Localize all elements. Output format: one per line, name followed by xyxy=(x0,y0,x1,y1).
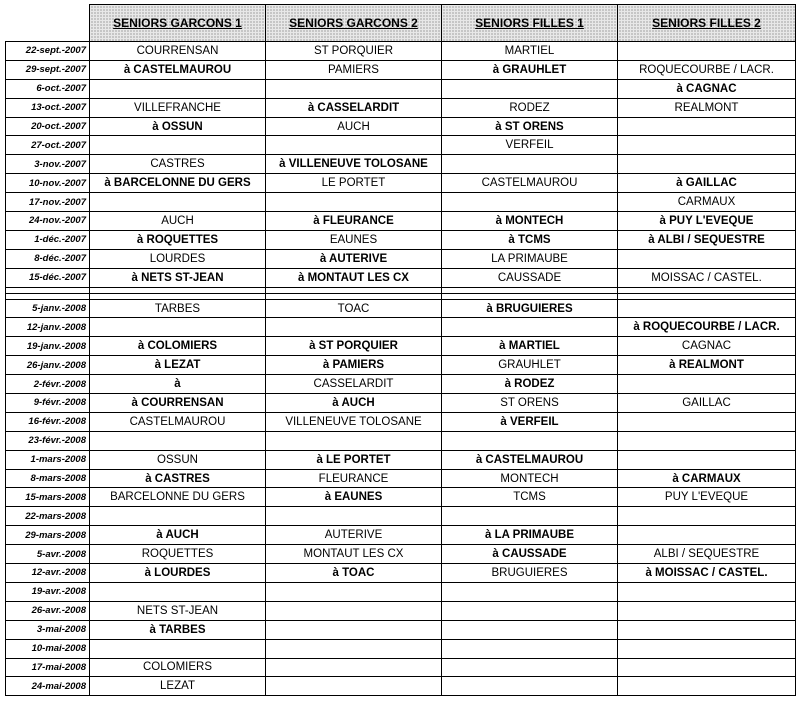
match-cell-seniors-filles-2: GAILLAC xyxy=(618,394,796,413)
table-row xyxy=(6,469,796,488)
match-cell-seniors-garcons-2: EAUNES xyxy=(266,230,442,249)
match-cell-seniors-filles-2 xyxy=(618,450,796,469)
date-cell: 12-avr.-2008 xyxy=(6,564,90,583)
match-cell-seniors-filles-2: REALMONT xyxy=(618,98,796,117)
date-cell: 15-déc.-2007 xyxy=(6,268,90,287)
match-cell-seniors-filles-1: à VERFEIL xyxy=(442,412,618,431)
table-row xyxy=(6,155,796,174)
match-cell-seniors-garcons-2: FLEURANCE xyxy=(266,469,442,488)
match-cell-seniors-filles-1: RODEZ xyxy=(442,98,618,117)
date-cell: 17-mai-2008 xyxy=(6,658,90,677)
date-cell: 22-sept.-2007 xyxy=(6,42,90,61)
match-cell-seniors-filles-1: à LA PRIMAUBE xyxy=(442,526,618,545)
match-cell-seniors-garcons-1: à COURRENSAN xyxy=(90,394,266,413)
match-cell-seniors-garcons-1: NETS ST-JEAN xyxy=(90,601,266,620)
date-cell: 27-oct.-2007 xyxy=(6,136,90,155)
table-row xyxy=(6,582,796,601)
match-cell-seniors-filles-2 xyxy=(618,155,796,174)
table-row xyxy=(6,507,796,526)
table-row xyxy=(6,212,796,231)
match-cell-seniors-garcons-2: à VILLENEUVE TOLOSANE xyxy=(266,155,442,174)
match-cell-seniors-garcons-1: COURRENSAN xyxy=(90,42,266,61)
match-cell-seniors-filles-1: à TCMS xyxy=(442,230,618,249)
match-cell-seniors-filles-1: à RODEZ xyxy=(442,375,618,394)
match-cell-seniors-filles-1 xyxy=(442,582,618,601)
match-cell-seniors-filles-2: à CARMAUX xyxy=(618,469,796,488)
corner-cell xyxy=(6,5,90,42)
match-cell-seniors-filles-2: à REALMONT xyxy=(618,356,796,375)
table-row xyxy=(6,193,796,212)
match-cell-seniors-filles-2 xyxy=(618,582,796,601)
match-cell-seniors-garcons-2 xyxy=(266,582,442,601)
match-cell-seniors-garcons-1: à COLOMIERS xyxy=(90,337,266,356)
match-cell-seniors-filles-2: à MOISSAC / CASTEL. xyxy=(618,564,796,583)
date-cell: 23-févr.-2008 xyxy=(6,431,90,450)
match-cell-seniors-filles-2 xyxy=(618,42,796,61)
match-cell-seniors-garcons-1: à LEZAT xyxy=(90,356,266,375)
match-cell-seniors-garcons-1 xyxy=(90,639,266,658)
match-cell-seniors-garcons-2: à TOAC xyxy=(266,564,442,583)
date-cell: 5-janv.-2008 xyxy=(6,299,90,318)
match-cell-seniors-filles-1 xyxy=(442,658,618,677)
match-cell-seniors-filles-1: à GRAUHLET xyxy=(442,60,618,79)
date-cell: 5-avr.-2008 xyxy=(6,545,90,564)
match-cell-seniors-garcons-2: à MONTAUT LES CX xyxy=(266,268,442,287)
match-cell-seniors-filles-1: VERFEIL xyxy=(442,136,618,155)
table-row xyxy=(6,601,796,620)
match-cell-seniors-filles-2: ALBI / SEQUESTRE xyxy=(618,545,796,564)
match-cell-seniors-filles-2: à CAGNAC xyxy=(618,79,796,98)
match-cell-seniors-garcons-1: ROQUETTES xyxy=(90,545,266,564)
table-row xyxy=(6,356,796,375)
match-cell-seniors-filles-1: CAUSSADE xyxy=(442,268,618,287)
match-cell-seniors-garcons-1: à OSSUN xyxy=(90,117,266,136)
table-row xyxy=(6,299,796,318)
match-cell-seniors-filles-2 xyxy=(618,620,796,639)
date-cell: 2-févr.-2008 xyxy=(6,375,90,394)
match-cell-seniors-filles-2: à ROQUECOURBE / LACR. xyxy=(618,318,796,337)
date-cell: 12-janv.-2008 xyxy=(6,318,90,337)
header-row xyxy=(6,5,796,42)
table-row xyxy=(6,249,796,268)
match-cell-seniors-garcons-2: PAMIERS xyxy=(266,60,442,79)
date-cell: 9-févr.-2008 xyxy=(6,394,90,413)
match-cell-seniors-garcons-1: AUCH xyxy=(90,212,266,231)
match-cell-seniors-garcons-2: à AUTERIVE xyxy=(266,249,442,268)
match-cell-seniors-filles-1: à MARTIEL xyxy=(442,337,618,356)
date-cell: 29-sept.-2007 xyxy=(6,60,90,79)
schedule-page xyxy=(5,4,796,696)
match-cell-seniors-garcons-1: à TARBES xyxy=(90,620,266,639)
match-cell-seniors-garcons-2 xyxy=(266,431,442,450)
table-row xyxy=(6,60,796,79)
date-cell: 16-févr.-2008 xyxy=(6,412,90,431)
table-row xyxy=(6,375,796,394)
column-header-seniors-garcons-1: SENIORS GARCONS 1 xyxy=(90,5,266,42)
match-cell-seniors-filles-2 xyxy=(618,507,796,526)
match-cell-seniors-garcons-2 xyxy=(266,507,442,526)
table-row xyxy=(6,337,796,356)
match-cell-seniors-filles-1: à CASTELMAUROU xyxy=(442,450,618,469)
match-cell-seniors-garcons-1: CASTELMAUROU xyxy=(90,412,266,431)
match-cell-seniors-garcons-2 xyxy=(266,79,442,98)
match-cell-seniors-garcons-1 xyxy=(90,431,266,450)
table-row xyxy=(6,450,796,469)
date-cell: 20-oct.-2007 xyxy=(6,117,90,136)
date-cell: 19-janv.-2008 xyxy=(6,337,90,356)
match-cell-seniors-filles-1 xyxy=(442,155,618,174)
match-cell-seniors-filles-2: à ALBI / SEQUESTRE xyxy=(618,230,796,249)
date-cell: 22-mars-2008 xyxy=(6,507,90,526)
match-cell-seniors-garcons-1 xyxy=(90,507,266,526)
match-cell-seniors-garcons-2: LE PORTET xyxy=(266,174,442,193)
column-header-seniors-filles-1: SENIORS FILLES 1 xyxy=(442,5,618,42)
match-cell-seniors-garcons-2: à EAUNES xyxy=(266,488,442,507)
match-cell-seniors-filles-2 xyxy=(618,658,796,677)
date-cell: 8-mars-2008 xyxy=(6,469,90,488)
match-cell-seniors-filles-2: CAGNAC xyxy=(618,337,796,356)
match-cell-seniors-filles-1 xyxy=(442,620,618,639)
match-cell-seniors-filles-2 xyxy=(618,431,796,450)
match-cell-seniors-filles-1 xyxy=(442,677,618,696)
match-cell-seniors-garcons-1: à CASTRES xyxy=(90,469,266,488)
match-cell-seniors-garcons-2: CASSELARDIT xyxy=(266,375,442,394)
match-cell-seniors-garcons-1: à CASTELMAUROU xyxy=(90,60,266,79)
date-cell: 26-janv.-2008 xyxy=(6,356,90,375)
match-cell-seniors-garcons-2: à AUCH xyxy=(266,394,442,413)
match-cell-seniors-garcons-2: AUTERIVE xyxy=(266,526,442,545)
match-cell-seniors-filles-1: MONTECH xyxy=(442,469,618,488)
match-cell-seniors-filles-1: TCMS xyxy=(442,488,618,507)
date-cell: 15-mars-2008 xyxy=(6,488,90,507)
match-cell-seniors-garcons-1: TARBES xyxy=(90,299,266,318)
table-row xyxy=(6,526,796,545)
table-row xyxy=(6,174,796,193)
match-cell-seniors-filles-1: GRAUHLET xyxy=(442,356,618,375)
match-cell-seniors-garcons-1: LEZAT xyxy=(90,677,266,696)
match-cell-seniors-filles-1: LA PRIMAUBE xyxy=(442,249,618,268)
match-cell-seniors-garcons-1: à LOURDES xyxy=(90,564,266,583)
match-cell-seniors-garcons-1 xyxy=(90,582,266,601)
date-cell: 17-nov.-2007 xyxy=(6,193,90,212)
match-cell-seniors-filles-2: à PUY L'EVEQUE xyxy=(618,212,796,231)
match-cell-seniors-garcons-2 xyxy=(266,620,442,639)
match-cell-seniors-filles-1: à CAUSSADE xyxy=(442,545,618,564)
table-row xyxy=(6,658,796,677)
table-row xyxy=(6,488,796,507)
match-cell-seniors-filles-2: MOISSAC / CASTEL. xyxy=(618,268,796,287)
match-cell-seniors-garcons-2 xyxy=(266,639,442,658)
date-cell: 1-déc.-2007 xyxy=(6,230,90,249)
match-cell-seniors-filles-1 xyxy=(442,431,618,450)
match-cell-seniors-filles-2 xyxy=(618,526,796,545)
match-cell-seniors-garcons-1: BARCELONNE DU GERS xyxy=(90,488,266,507)
table-row xyxy=(6,42,796,61)
date-cell: 29-mars-2008 xyxy=(6,526,90,545)
match-cell-seniors-filles-1 xyxy=(442,318,618,337)
match-cell-seniors-garcons-1: LOURDES xyxy=(90,249,266,268)
date-cell: 10-mai-2008 xyxy=(6,639,90,658)
match-cell-seniors-filles-1: CASTELMAUROU xyxy=(442,174,618,193)
match-cell-seniors-filles-1 xyxy=(442,507,618,526)
match-cell-seniors-filles-2: CARMAUX xyxy=(618,193,796,212)
match-cell-seniors-garcons-1: COLOMIERS xyxy=(90,658,266,677)
match-cell-seniors-garcons-1: à xyxy=(90,375,266,394)
match-cell-seniors-filles-1: BRUGUIERES xyxy=(442,564,618,583)
match-cell-seniors-garcons-2: à CASSELARDIT xyxy=(266,98,442,117)
match-cell-seniors-garcons-2: à FLEURANCE xyxy=(266,212,442,231)
match-cell-seniors-garcons-2 xyxy=(266,677,442,696)
table-row xyxy=(6,412,796,431)
date-cell: 19-avr.-2008 xyxy=(6,582,90,601)
date-cell: 3-mai-2008 xyxy=(6,620,90,639)
match-cell-seniors-filles-2 xyxy=(618,639,796,658)
match-cell-seniors-filles-2: à GAILLAC xyxy=(618,174,796,193)
date-cell: 1-mars-2008 xyxy=(6,450,90,469)
match-cell-seniors-filles-1 xyxy=(442,193,618,212)
match-cell-seniors-filles-2 xyxy=(618,117,796,136)
match-cell-seniors-garcons-2: à ST PORQUIER xyxy=(266,337,442,356)
column-header-seniors-filles-2: SENIORS FILLES 2 xyxy=(618,5,796,42)
table-row xyxy=(6,431,796,450)
table-row xyxy=(6,545,796,564)
match-cell-seniors-garcons-2: TOAC xyxy=(266,299,442,318)
match-cell-seniors-filles-1: à ST ORENS xyxy=(442,117,618,136)
table-row xyxy=(6,564,796,583)
match-cell-seniors-filles-2 xyxy=(618,136,796,155)
schedule-body xyxy=(6,42,796,696)
table-row xyxy=(6,79,796,98)
match-cell-seniors-filles-1 xyxy=(442,639,618,658)
match-cell-seniors-garcons-1 xyxy=(90,318,266,337)
date-cell: 24-nov.-2007 xyxy=(6,212,90,231)
table-row xyxy=(6,318,796,337)
match-cell-seniors-garcons-2: à LE PORTET xyxy=(266,450,442,469)
match-cell-seniors-garcons-2 xyxy=(266,658,442,677)
date-cell: 24-mai-2008 xyxy=(6,677,90,696)
match-cell-seniors-garcons-2 xyxy=(266,318,442,337)
table-row xyxy=(6,620,796,639)
date-cell: 3-nov.-2007 xyxy=(6,155,90,174)
match-cell-seniors-garcons-1 xyxy=(90,136,266,155)
match-cell-seniors-garcons-2: ST PORQUIER xyxy=(266,42,442,61)
table-row xyxy=(6,136,796,155)
match-cell-seniors-garcons-1: OSSUN xyxy=(90,450,266,469)
column-header-seniors-garcons-2: SENIORS GARCONS 2 xyxy=(266,5,442,42)
table-row xyxy=(6,98,796,117)
match-cell-seniors-garcons-2: VILLENEUVE TOLOSANE xyxy=(266,412,442,431)
match-cell-seniors-garcons-1: à ROQUETTES xyxy=(90,230,266,249)
table-row xyxy=(6,639,796,658)
match-cell-seniors-filles-2: PUY L'EVEQUE xyxy=(618,488,796,507)
date-cell: 6-oct.-2007 xyxy=(6,79,90,98)
table-row xyxy=(6,268,796,287)
table-row xyxy=(6,394,796,413)
date-cell: 10-nov.-2007 xyxy=(6,174,90,193)
match-cell-seniors-garcons-2 xyxy=(266,193,442,212)
date-cell: 26-avr.-2008 xyxy=(6,601,90,620)
match-cell-seniors-filles-2 xyxy=(618,677,796,696)
table-row xyxy=(6,230,796,249)
match-cell-seniors-filles-2: ROQUECOURBE / LACR. xyxy=(618,60,796,79)
schedule-table xyxy=(5,4,796,696)
table-row xyxy=(6,117,796,136)
match-cell-seniors-garcons-2: AUCH xyxy=(266,117,442,136)
match-cell-seniors-filles-1 xyxy=(442,79,618,98)
match-cell-seniors-garcons-1 xyxy=(90,79,266,98)
table-row xyxy=(6,677,796,696)
match-cell-seniors-filles-1: MARTIEL xyxy=(442,42,618,61)
match-cell-seniors-filles-1 xyxy=(442,601,618,620)
match-cell-seniors-garcons-2: MONTAUT LES CX xyxy=(266,545,442,564)
match-cell-seniors-garcons-2 xyxy=(266,601,442,620)
match-cell-seniors-filles-2 xyxy=(618,412,796,431)
match-cell-seniors-filles-2 xyxy=(618,375,796,394)
match-cell-seniors-filles-2 xyxy=(618,601,796,620)
match-cell-seniors-garcons-1: à AUCH xyxy=(90,526,266,545)
match-cell-seniors-garcons-1 xyxy=(90,193,266,212)
match-cell-seniors-filles-1: à BRUGUIERES xyxy=(442,299,618,318)
match-cell-seniors-garcons-1: à NETS ST-JEAN xyxy=(90,268,266,287)
date-cell: 8-déc.-2007 xyxy=(6,249,90,268)
date-cell: 13-oct.-2007 xyxy=(6,98,90,117)
match-cell-seniors-filles-2 xyxy=(618,299,796,318)
match-cell-seniors-garcons-1: à BARCELONNE DU GERS xyxy=(90,174,266,193)
match-cell-seniors-filles-1: à MONTECH xyxy=(442,212,618,231)
match-cell-seniors-filles-1: ST ORENS xyxy=(442,394,618,413)
match-cell-seniors-garcons-1: VILLEFRANCHE xyxy=(90,98,266,117)
match-cell-seniors-garcons-1: CASTRES xyxy=(90,155,266,174)
match-cell-seniors-garcons-2 xyxy=(266,136,442,155)
match-cell-seniors-filles-2 xyxy=(618,249,796,268)
match-cell-seniors-garcons-2: à PAMIERS xyxy=(266,356,442,375)
